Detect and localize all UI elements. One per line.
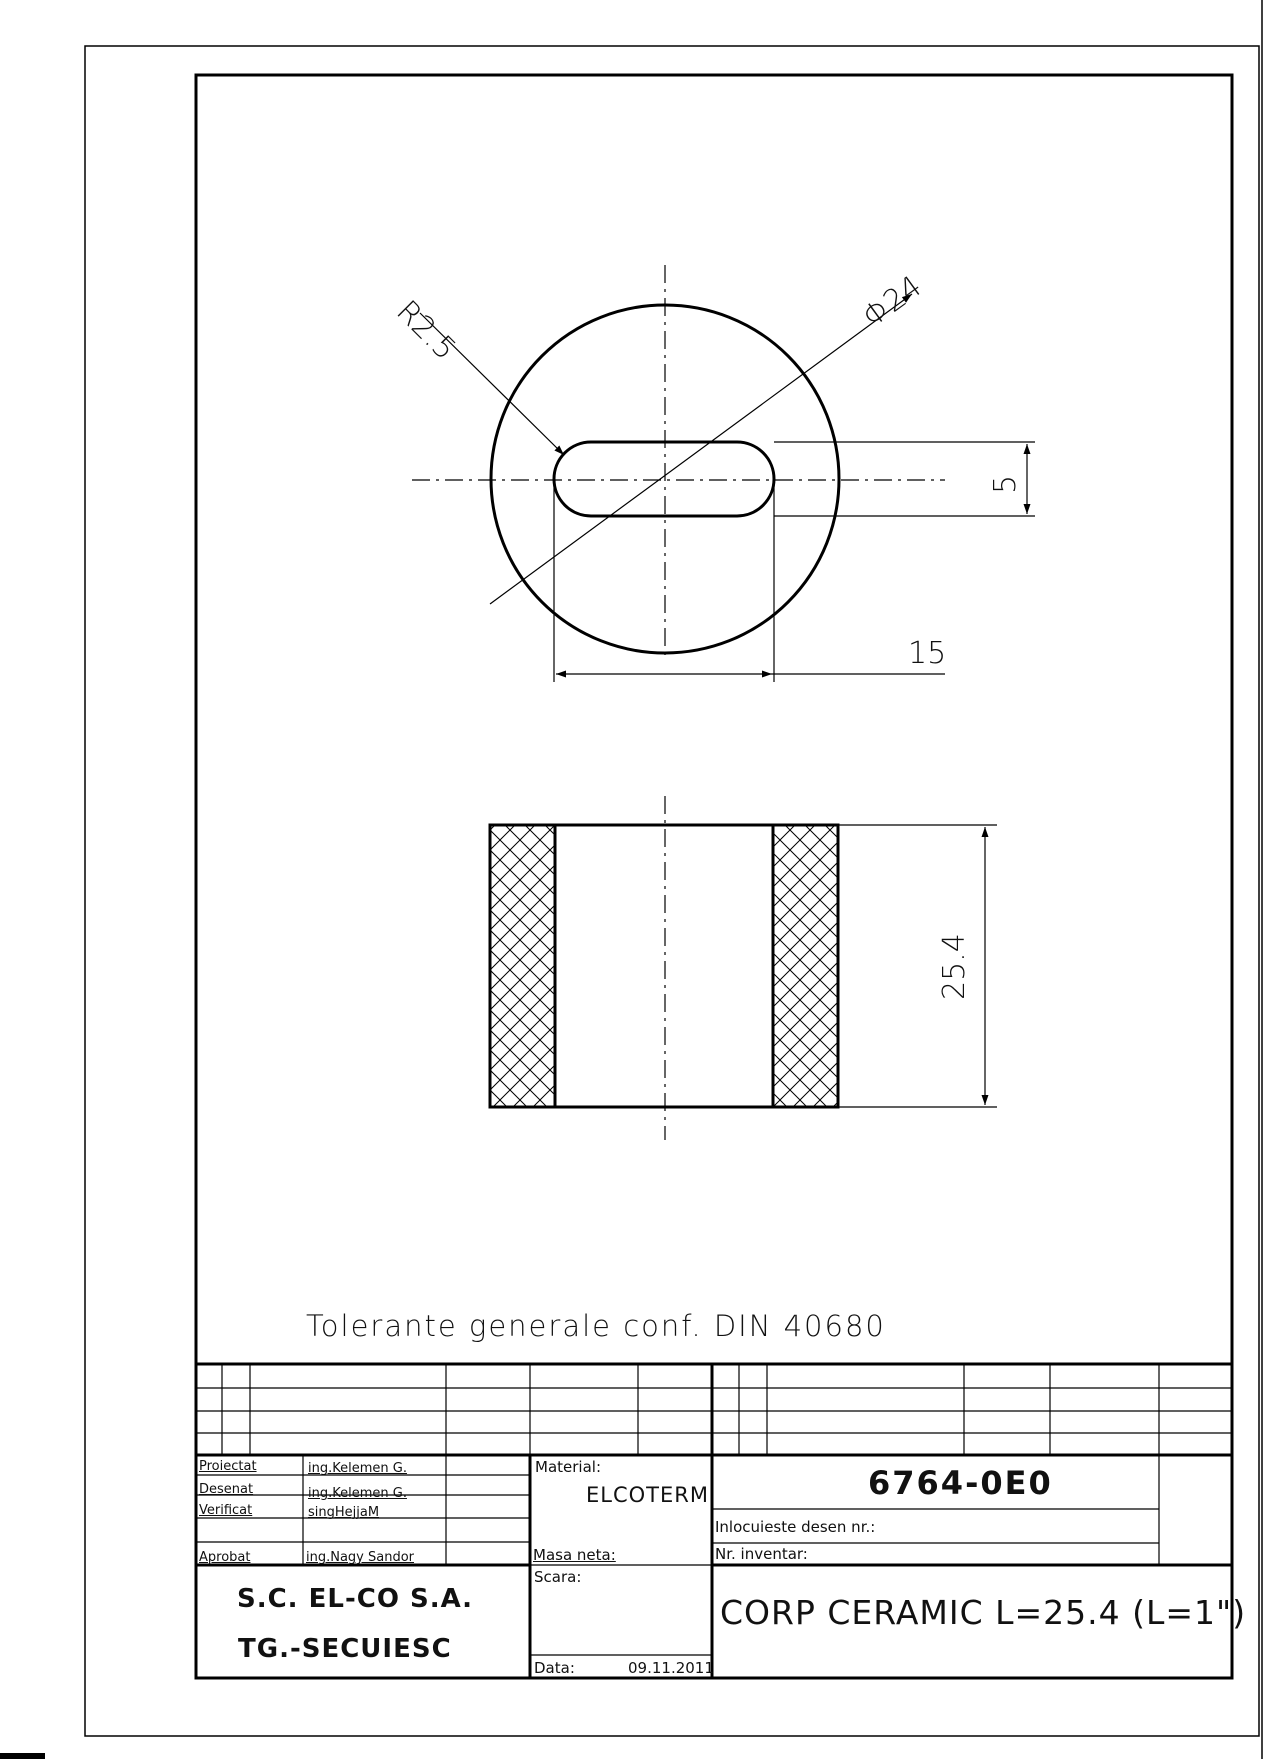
name-proiectat: ing.Kelemen G. [308, 1461, 407, 1476]
top-view [412, 265, 1035, 682]
company-name: S.C. EL-CO S.A. [237, 1584, 474, 1614]
slot-length-label: 15 [908, 636, 947, 671]
section-view [490, 796, 997, 1140]
drawing-number: 6764-0E0 [868, 1464, 1053, 1502]
slot-width-label: 5 [988, 474, 1023, 494]
role-proiectat: Proiectat [199, 1459, 257, 1474]
radius-label: R2.5 [389, 293, 463, 368]
data-label: Data: [534, 1659, 575, 1677]
replaces-label: Inlocuieste desen nr.: [715, 1518, 876, 1536]
material-value: ELCOTERM [586, 1483, 709, 1507]
height-label: 25.4 [937, 933, 972, 1000]
inventory-label: Nr. inventar: [715, 1545, 808, 1563]
diameter-label: Φ24 [856, 268, 929, 335]
masa-neta-label: Masa neta: [533, 1546, 616, 1564]
diameter-leader [490, 294, 912, 604]
left-wall-hatched [490, 825, 555, 1107]
right-wall-hatched [773, 825, 838, 1107]
data-value: 09.11.2011 [628, 1659, 714, 1677]
role-aprobat: Aprobat [199, 1550, 251, 1565]
part-title: CORP CERAMIC L=25.4 (L=1") [720, 1593, 1247, 1632]
role-verificat: Verificat [199, 1503, 253, 1518]
slot [554, 442, 774, 516]
name-aprobat: ing.Nagy Sandor [306, 1550, 415, 1565]
company-city: TG.-SECUIESC [238, 1634, 452, 1664]
material-label: Material: [535, 1458, 601, 1476]
tolerance-note: Tolerante generale conf. DIN 40680 [306, 1309, 886, 1343]
role-desenat: Desenat [199, 1482, 254, 1497]
corner-mark [0, 1753, 45, 1759]
name-verificat: singHejjaM [308, 1505, 380, 1520]
scara-label: Scara: [534, 1568, 582, 1586]
name-desenat: ing.Kelemen G. [308, 1486, 407, 1501]
drawing-border [196, 75, 1232, 1678]
